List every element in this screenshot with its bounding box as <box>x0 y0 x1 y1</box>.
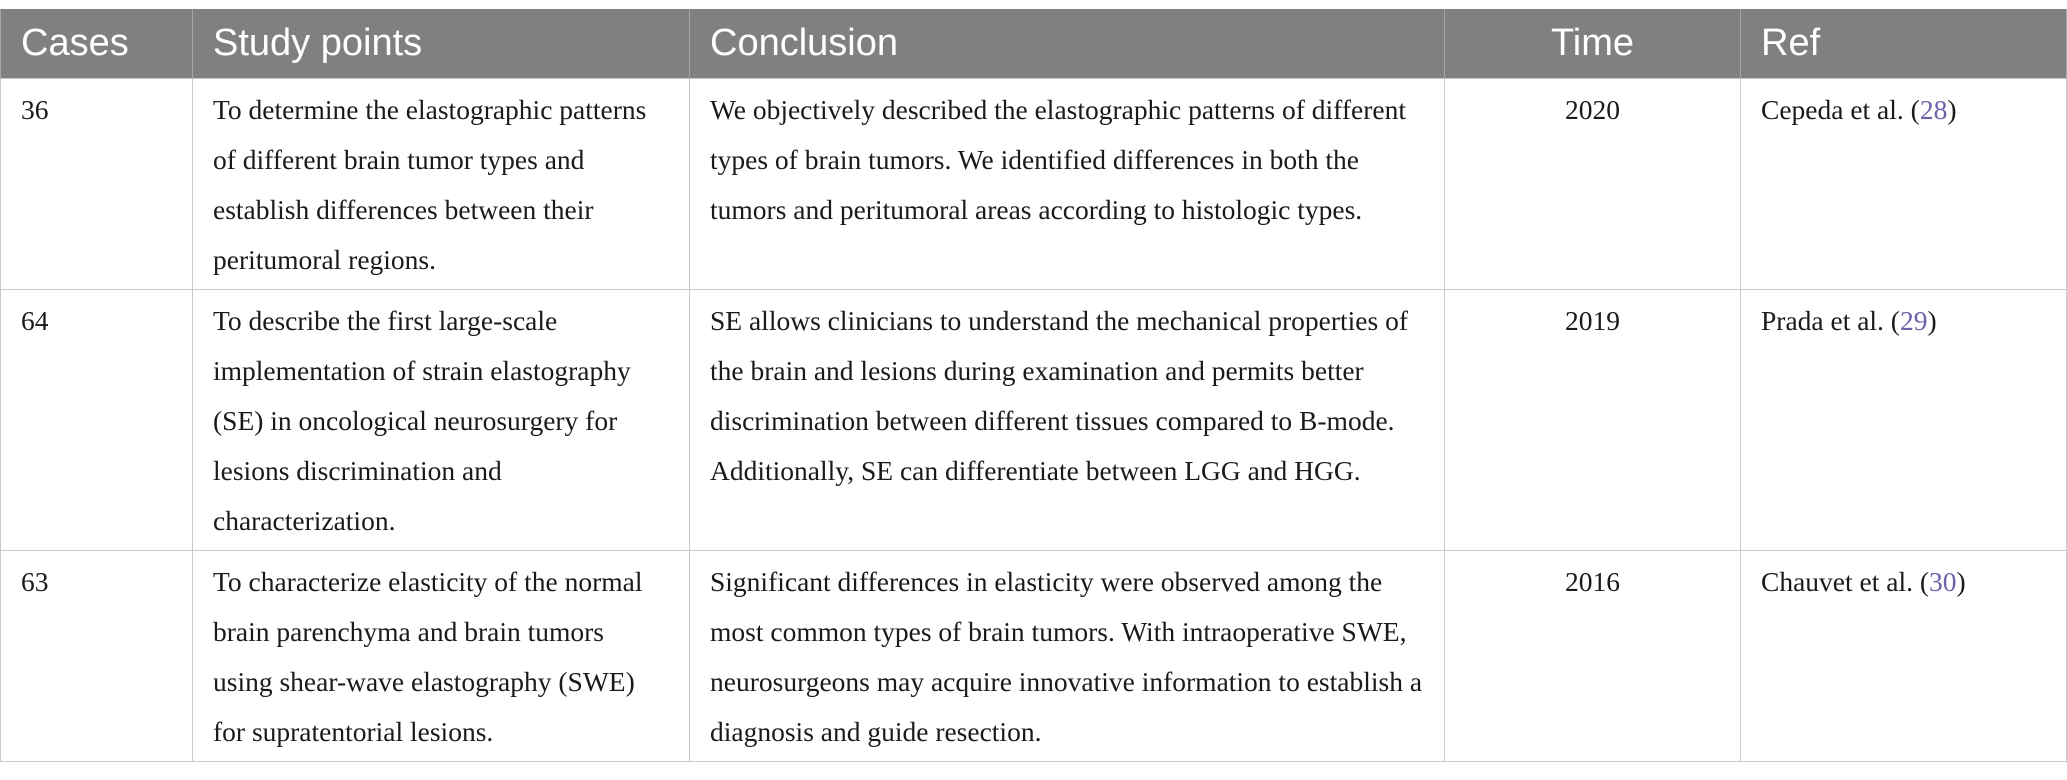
table-header <box>1 9 2067 79</box>
cell-time: 2020 <box>1445 79 1741 290</box>
header-cases: Cases <box>1 9 193 79</box>
ref-close: ) <box>1927 305 1937 336</box>
cell-conclusion: SE allows clinicians to understand the mechanical properties of the brain and lesions during examination and permits better discrimination between different tissues compared to B-mode. Additionally, SE can differentiate between LGG and HGG. <box>690 290 1445 551</box>
table-row <box>1 551 2067 762</box>
header-conclusion: Conclusion <box>690 9 1445 79</box>
cell-conclusion: Significant differences in elasticity were observed among the most common types of brain tumors. With intraoperative SWE, neurosurgeons may acquire innovative information to establish a diagnosis and guide resection. <box>690 551 1445 762</box>
table-row <box>1 79 2067 290</box>
cell-conclusion: We objectively described the elastographic patterns of different types of brain tumors. We identified differences in both the tumors and peritumoral areas according to histologic types. <box>690 79 1445 290</box>
cell-cases: 63 <box>1 551 193 762</box>
cell-study-points: To characterize elasticity of the normal brain parenchyma and brain tumors using shear-wave elastography (SWE) for supratentorial lesions. <box>193 551 690 762</box>
ref-author: Cepeda et al. ( <box>1761 94 1920 125</box>
ref-link[interactable]: 30 <box>1929 566 1957 597</box>
ref-author: Chauvet et al. ( <box>1761 566 1929 597</box>
table-row <box>1 290 2067 551</box>
cell-ref <box>1741 551 2067 762</box>
header-study-points: Study points <box>193 9 690 79</box>
header-row <box>1 9 2067 79</box>
ref-link[interactable]: 29 <box>1899 305 1928 336</box>
study-table <box>0 9 2067 762</box>
ref-author: Prada et al. ( <box>1761 305 1900 336</box>
cell-time: 2016 <box>1445 551 1741 762</box>
header-ref: Ref <box>1741 9 2067 79</box>
table-body <box>1 79 2067 762</box>
cell-study-points: To describe the first large-scale implementation of strain elastography (SE) in oncological neurosurgery for lesions discrimination and characterization. <box>193 290 690 551</box>
cell-cases: 64 <box>1 290 193 551</box>
header-time: Time <box>1445 9 1741 79</box>
cell-study-points: To determine the elastographic patterns of different brain tumor types and establish differences between their peritumoral regions. <box>193 79 690 290</box>
ref-close: ) <box>1956 566 1966 597</box>
ref-close: ) <box>1947 94 1957 125</box>
cell-time: 2019 <box>1445 290 1741 551</box>
cell-ref <box>1741 290 2067 551</box>
ref-link[interactable]: 28 <box>1919 94 1948 125</box>
cell-ref <box>1741 79 2067 290</box>
cell-cases: 36 <box>1 79 193 290</box>
